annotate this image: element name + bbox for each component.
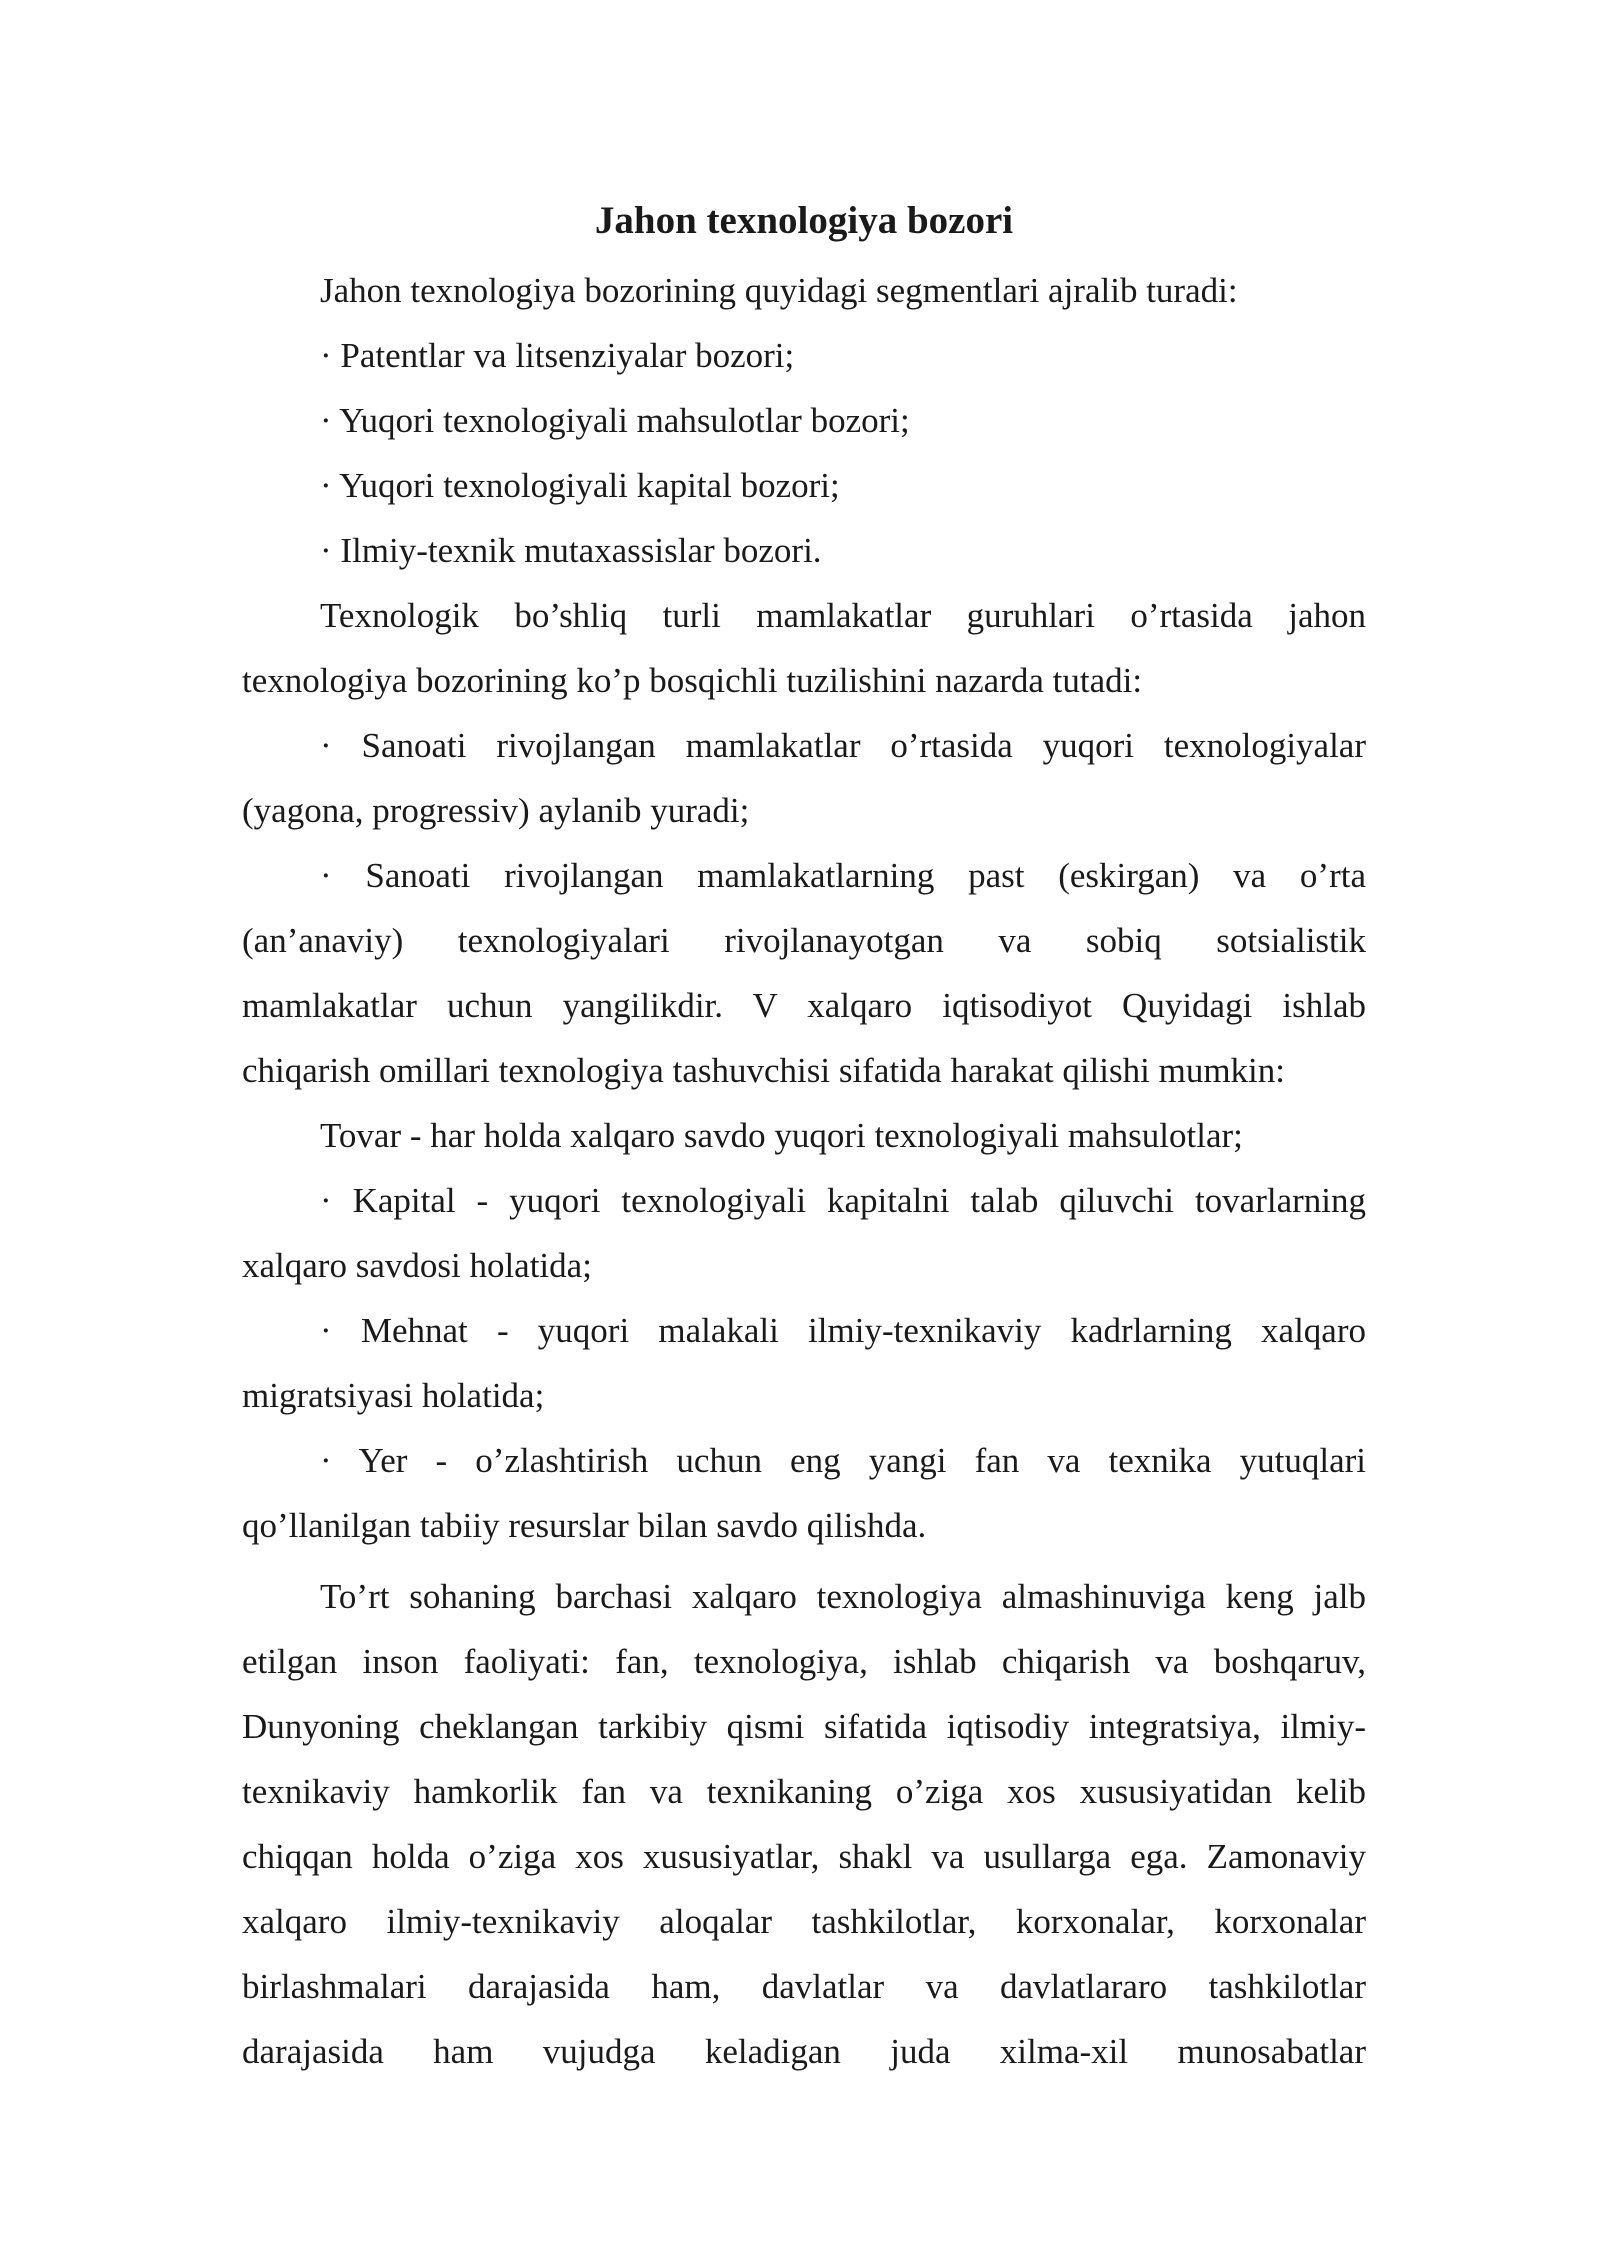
text-line: xalqaro savdosi holatida; bbox=[242, 1246, 592, 1285]
text-line: · Yuqori texnologiyali kapital bozori; bbox=[320, 466, 840, 505]
text-line: chiqqan holda o’ziga xos xususiyatlar, shakl va usullarga ega. Zamonaviy bbox=[242, 1837, 1366, 1876]
text-line: Dunyoning cheklangan tarkibiy qismi sifatida iqtisodiy integratsiya, ilmiy- bbox=[242, 1707, 1366, 1746]
text-line: · Kapital - yuqori texnologiyali kapitalni talab qiluvchi tovarlarning bbox=[320, 1181, 1366, 1220]
text-line: · Ilmiy-texnik mutaxassislar bozori. bbox=[320, 531, 822, 570]
text-line: · Patentlar va litsenziyalar bozori; bbox=[320, 336, 795, 375]
text-line: · Yer - o’zlashtirish uchun eng yangi fan va texnika yutuqlari bbox=[320, 1441, 1366, 1480]
text-line: migratsiyasi holatida; bbox=[242, 1376, 545, 1415]
text-line: birlashmalari darajasida ham, davlatlar va davlatlararo tashkilotlar bbox=[242, 1967, 1366, 2006]
text-line: · Sanoati rivojlangan mamlakatlar o’rtasida yuqori texnologiyalar bbox=[320, 726, 1366, 765]
text-line: etilgan inson faoliyati: fan, texnologiya, ishlab chiqarish va boshqaruv, bbox=[242, 1642, 1366, 1681]
text-line: texnikaviy hamkorlik fan va texnikaning o’ziga xos xususiyatidan kelib bbox=[242, 1772, 1366, 1811]
document-text bbox=[242, 258, 1366, 2084]
text-line: darajasida ham vujudga keladigan juda xilma-xil munosabatlar bbox=[242, 2032, 1366, 2071]
text-line: Tovar - har holda xalqaro savdo yuqori texnologiyali mahsulotlar; bbox=[320, 1116, 1243, 1155]
text-line: · Sanoati rivojlangan mamlakatlarning past (eskirgan) va o’rta bbox=[320, 856, 1366, 895]
text-line: · Yuqori texnologiyali mahsulotlar bozori; bbox=[320, 401, 910, 440]
document-body bbox=[242, 188, 1366, 2084]
text-line: texnologiya bozorining ko’p bosqichli tuzilishini nazarda tutadi: bbox=[242, 661, 1143, 700]
text-line: (an’anaviy) texnologiyalari rivojlanayotgan va sobiq sotsialistik bbox=[242, 921, 1366, 960]
document-title: Jahon texnologiya bozori bbox=[594, 199, 1014, 242]
text-line: qo’llanilgan tabiiy resurslar bilan savdo qilishda. bbox=[242, 1506, 927, 1545]
text-line: Texnologik bo’shliq turli mamlakatlar guruhlari o’rtasida jahon bbox=[320, 596, 1366, 635]
text-line: · Mehnat - yuqori malakali ilmiy-texnikaviy kadrlarning xalqaro bbox=[320, 1311, 1366, 1350]
text-line: mamlakatlar uchun yangilikdir. V xalqaro iqtisodiyot Quyidagi ishlab bbox=[242, 986, 1366, 1025]
text-line: (yagona, progressiv) aylanib yuradi; bbox=[242, 791, 750, 830]
text-line: To’rt sohaning barchasi xalqaro texnologiya almashinuviga keng jalb bbox=[320, 1577, 1366, 1616]
text-line: chiqarish omillari texnologiya tashuvchisi sifatida harakat qilishi mumkin: bbox=[242, 1051, 1285, 1090]
text-line: xalqaro ilmiy-texnikaviy aloqalar tashkilotlar, korxonalar, korxonalar bbox=[242, 1902, 1366, 1941]
text-line: Jahon texnologiya bozorining quyidagi segmentlari ajralib turadi: bbox=[320, 271, 1238, 310]
